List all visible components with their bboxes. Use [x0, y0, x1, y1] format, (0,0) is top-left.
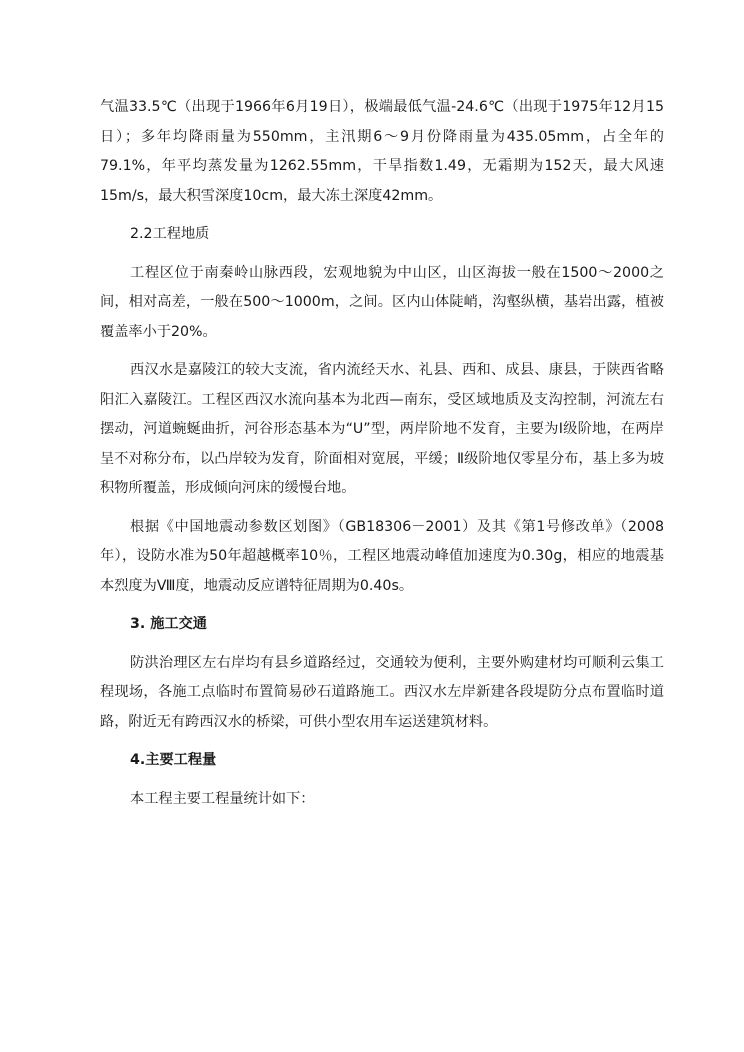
- section-heading-main-quantities: 4.主要工程量: [130, 752, 217, 768]
- traffic-paragraph: 防洪治理区左右岸均有县乡道路经过，交通较为便利，主要外购建材均可顺利云集工程现场，各施工点临时布置简易砂石道路施工。西汉水左岸新建各段堤防分点布置临时道路，附近无有跨西汉水的桥梁，可供小型农用车运送建筑材料。: [100, 654, 664, 730]
- geology-paragraph: 工程区位于南秦岭山脉西段，宏观地貌为中山区，山区海拔一般在1500～2000之间，相对高差，一般在500～1000m，之间。区内山体陡峭，沟壑纵横，基岩出露，植被覆盖率小于20%。: [100, 264, 664, 340]
- document-body: [100, 93, 664, 814]
- section-heading-engineering-geology: 2.2工程地质: [130, 226, 210, 242]
- section-heading-construction-traffic: 3. 施工交通: [130, 616, 207, 632]
- seismic-paragraph: 根据《中国地震动参数区划图》（GB18306－2001）及其《第1号修改单》（2008年），设防水准为50年超越概率10％，工程区地震动峰值加速度为0.30g，相应的地震基本烈度为Ⅷ度，地震动反应谱特征周期为0.40s。: [100, 518, 664, 594]
- quantities-intro-paragraph: 本工程主要工程量统计如下：: [130, 790, 315, 807]
- climate-paragraph: 气温33.5℃（出现于1966年6月19日），极端最低气温-24.6℃（出现于1975年12月15日）；多年均降雨量为550mm，主汛期6～9月份降雨量为435.05mm，占全年的79.1%，年平均蒸发量为1262.55mm，干旱指数1.49，无霜期为152天，最大风速15m/s，最大积雪深度10cm，最大冻土深度42mm。: [100, 99, 664, 204]
- river-paragraph: 西汉水是嘉陵江的较大支流，省内流经天水、礼县、西和、成县、康县，于陕西省略阳汇入嘉陵江。工程区西汉水流向基本为北西—南东，受区域地质及支沟控制，河流左右摆动，河道蜿蜒曲折，河谷形态基本为“U”型，两岸阶地不发育，主要为Ⅰ级阶地，在两岸呈不对称分布，以凸岸较为发育，阶面相对宽展，平缓；Ⅱ级阶地仅零星分布，基上多为坡积物所覆盖，形成倾向河床的缓慢台地。: [100, 362, 664, 496]
